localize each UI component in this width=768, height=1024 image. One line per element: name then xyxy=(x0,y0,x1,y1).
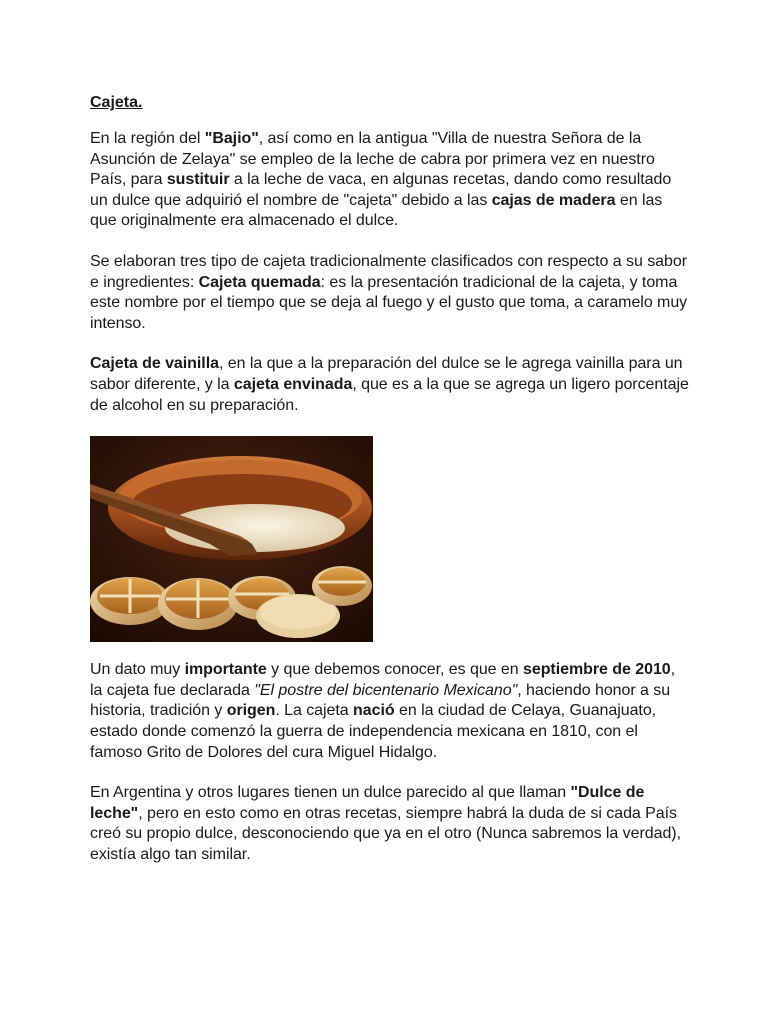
paragraph-dato xyxy=(90,660,690,763)
text-run: En Argentina y otros lugares tienen un dulce parecido al que llaman xyxy=(90,784,571,802)
text-run: , pero en esto como en otras recetas, siempre habrá la duda de si cada País creó su propio dulce, desconociendo que ya en el otro (Nunca sabremos la verdad), existía algo tan similar. xyxy=(90,804,681,863)
paragraph-argentina xyxy=(90,783,690,865)
bold-text: nació xyxy=(353,702,395,720)
text-run: , así como en la antigua "Villa de nuestra Señora de la Asunción de Zelaya" se empleo de la leche de cabra por primera vez en nuestro País, para xyxy=(90,130,655,189)
text-run: en las que originalmente era almacenado el dulce. xyxy=(90,191,663,230)
bold-text: "Bajio" xyxy=(204,130,259,147)
bold-text: sustituir xyxy=(166,171,230,189)
text-run: , haciendo honor a su historia, tradición y xyxy=(90,681,671,720)
text-run: a la leche de vaca, en algunas recetas, dando como resultado un dulce que adquirió el nombre de "cajeta" debido a las xyxy=(90,171,672,209)
text-run: , la cajeta fue declarada xyxy=(90,661,676,699)
text-run: y que debemos conocer, es que en xyxy=(266,661,524,679)
bold-text: origen xyxy=(226,702,276,720)
italic-text: "El postre del bicentenario Mexicano" xyxy=(254,681,518,699)
bold-text: Cajeta de vainilla xyxy=(90,355,219,373)
text-run: En la región del xyxy=(90,130,205,147)
bold-text: "Dulce de leche" xyxy=(90,784,645,822)
document-title: Cajeta. xyxy=(90,94,143,111)
bold-text: cajas de madera xyxy=(491,191,616,209)
cajeta-photo xyxy=(90,436,373,642)
bold-text: Cajeta quemada xyxy=(198,273,321,291)
text-run: : es la presentación tradicional de la cajeta, y toma este nombre por el tiempo que se deja al fuego y el gusto que toma, a caramelo muy intenso. xyxy=(90,273,688,332)
bold-text: cajeta envinada xyxy=(233,375,353,393)
paragraph-tipos xyxy=(90,252,690,334)
document-page xyxy=(90,93,690,885)
text-run: en la ciudad de Celaya, Guanajuato, estado donde comenzó la guerra de independencia mexicana en 1810, con el famoso Grito de Dolores del cura Miguel Hidalgo. xyxy=(90,702,657,761)
paragraph-vainilla xyxy=(90,354,690,416)
bold-text: septiembre de 2010 xyxy=(523,661,671,679)
text-run: Se elaboran tres tipo de cajeta tradicionalmente clasificados con respecto a su sabor e ingredientes: xyxy=(90,252,687,291)
text-run: . La cajeta xyxy=(275,702,354,720)
text-run: , que es a la que se agrega un ligero porcentaje de alcohol en su preparación. xyxy=(90,375,689,414)
text-run: , en la que a la preparación del dulce se le agrega vainilla para un sabor diferente, y la xyxy=(90,355,683,393)
text-run: Un dato muy xyxy=(90,661,185,679)
paragraph-bajio xyxy=(90,129,690,232)
bold-text: importante xyxy=(184,661,267,679)
